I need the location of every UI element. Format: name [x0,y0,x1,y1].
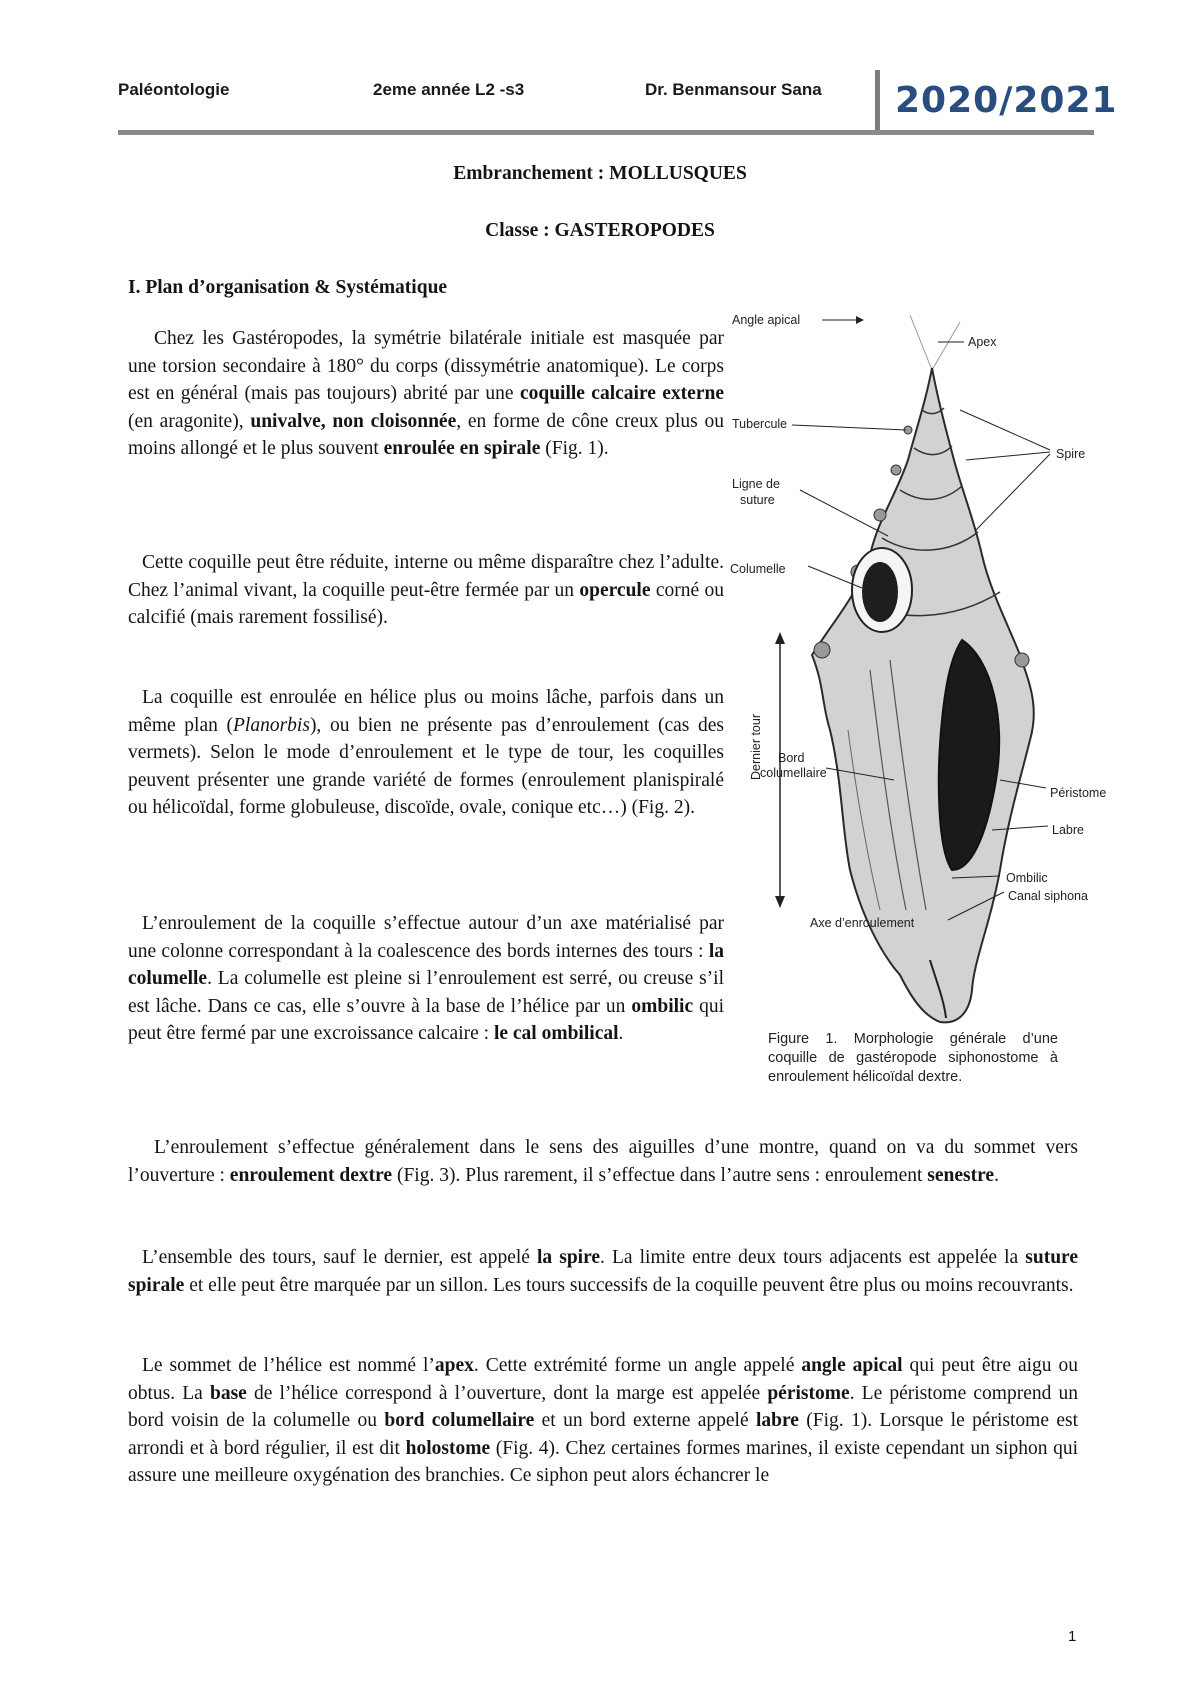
paragraph-7: Le sommet de l’hélice est nommé l’apex. Cette extrémité forme un angle appelé angle apical qui peut être aigu ou obtus. La base de l’hélice correspond à l’ouverture, dont la marge est appelée péristome. Le péristome comprend un bord voisin de la columelle ou bord columellaire et un bord externe appelé labre (Fig. 1). Lorsque le péristome est arrondi et à bord régulier, il est dit holostome (Fig. 4). Chez certaines formes marines, il existe cependant un siphon qui assure une meilleure oxygénation des branchies. Ce siphon peut alors échancrer le [128,1355,1079,1486]
gastropod-shell-illustration [730,310,1107,1100]
label-columellar-lip-1: Bord [778,751,805,765]
label-columellar-lip-2: columellaire [760,766,827,780]
class-title: Classe : GASTEROPODES [485,220,715,241]
paragraph-2: Cette coquille peut être réduite, interne ou même disparaître chez l’adulte. Chez l’animal vivant, la coquille peut-être fermée par un opercule corné ou calcifié (mais rarement fossilisé). [128,552,724,628]
label-suture-1: Ligne de [732,477,780,491]
label-apical-angle: Angle apical [732,313,801,327]
paragraph-3: La coquille est enroulée en hélice plus ou moins lâche, parfois dans un même plan (Planorbis), ou bien ne présente pas d’enroulement (cas des vermets). Selon le mode d’enroulement et le type de tour, les coquilles peuvent présenter une grande variété de formes (enroulement planispiralé ou hélicoïdal, forme globuleuse, discoïde, ovale, conique etc…) (Fig. 2). [128,687,724,818]
page-header [0,0,1200,140]
label-suture-2: suture [740,493,775,507]
label-last-whorl: Dernier tour [749,714,763,780]
header-year: 2020/2021 [895,80,1118,121]
header-subject: Paléontologie [118,80,230,99]
label-apex: Apex [968,335,997,349]
label-siphonal-canal: Canal siphona [1008,889,1088,903]
page-number: 1 [1068,1628,1077,1645]
label-columella: Columelle [730,562,786,576]
shell-figure [730,310,1107,1100]
paragraph-6: L’ensemble des tours, sauf le dernier, est appelé la spire. La limite entre deux tours adjacents est appelée la suture spirale et elle peut être marquée par un sillon. Les tours successifs de la coquille peuvent être plus ou moins recouvrants. [128,1247,1078,1296]
paragraph-5: L’enroulement s’effectue généralement dans le sens des aiguilles d’une montre, quand on va du sommet vers l’ouverture : enroulement dextre (Fig. 3). Plus rarement, il s’effectue dans l’autre sens : enroulement senestre. [128,1137,1078,1186]
section-heading: I. Plan d’organisation & Systématique [128,277,448,298]
header-level: 2eme année L2 -s3 [373,80,525,99]
header-rule [118,130,1094,135]
branch-title: Embranchement : MOLLUSQUES [453,163,747,184]
label-peristome: Péristome [1050,786,1107,800]
header-divider [875,70,880,132]
label-umbilicus: Ombilic [1006,871,1048,885]
label-labrum: Labre [1052,823,1084,837]
header-author: Dr. Benmansour Sana [645,80,822,99]
figure-caption: Figure 1. Morphologie générale d’une coquille de gastéropode siphonostome à enroulement hélicoïdal dextre. [768,1031,1058,1085]
paragraph-4: L’enroulement de la coquille s’effectue autour d’un axe matérialisé par une colonne correspondant à la coalescence des bords internes des tours : la columelle. La columelle est pleine si l’enroulement est serré, ou creuse s’il est lâche. Dans ce cas, elle s’ouvre à la base de l’hélice par un ombilic qui peut être fermé par une excroissance calcaire : le cal ombilical. [128,913,724,1044]
label-tubercle: Tubercule [732,417,788,431]
label-spire: Spire [1056,447,1086,461]
label-coiling-axis: Axe d’enroulement [810,916,915,930]
paragraph-1: Chez les Gastéropodes, la symétrie bilatérale initiale est masquée par une torsion secondaire à 180° du corps (dissymétrie anatomique). Le corps est en général (mais pas toujours) abrité par une coquille calcaire externe (en aragonite), univalve, non cloisonnée, en forme de cône creux plus ou moins allongé et le plus souvent enroulée en spirale (Fig. 1). [128,328,724,459]
